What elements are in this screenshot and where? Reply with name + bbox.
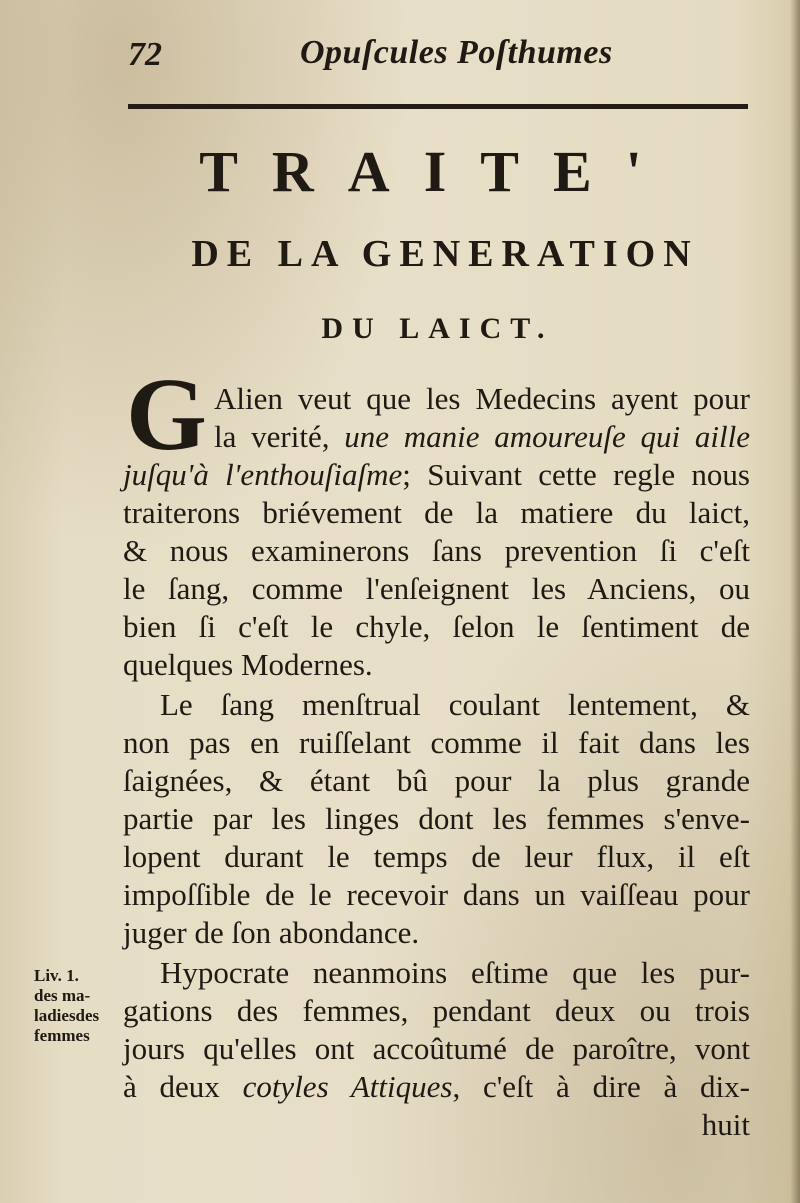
margin-note-line: ladiesdes (34, 1006, 100, 1025)
text-line: impoſſible de le recevoir dans un vaiſſeau pour (123, 877, 750, 912)
page-number: 72 (128, 36, 162, 73)
margin-note-line: des ma- (34, 986, 91, 1005)
catchword: huit (701, 1107, 750, 1142)
chapter-subtitle: DE LA GENERATION (191, 233, 699, 275)
page-edge-shadow (790, 0, 800, 1203)
drop-cap: G (126, 357, 207, 472)
text-line: partie par les linges dont les femmes s'enve- (123, 801, 750, 836)
text-line: à deux cotyles Attiques, c'eſt à dire à dix- (123, 1069, 750, 1104)
text-line: Hypocrate neanmoins eſtime que les pur- (160, 955, 750, 990)
text-line: juger de ſon abondance. (123, 915, 420, 950)
text-line: la verité, une manie amoureuſe qui aille (214, 419, 750, 454)
header-rule (128, 104, 748, 109)
text-line: traiterons briévement de la matiere du laict, (123, 495, 750, 530)
running-header (0, 28, 800, 78)
text-line: jours qu'elles ont accoûtumé de paroître, vont (123, 1031, 750, 1066)
text-line: quelques Modernes. (123, 647, 373, 682)
chapter-title: TRAITE' (199, 139, 676, 204)
text-line: Le ſang menſtrual coulant lentement, & (160, 687, 750, 722)
text-line: non pas en ruiſſelant comme il fait dans les (123, 725, 750, 760)
text-line: gations des femmes, pendant deux ou trois (123, 993, 750, 1028)
margin-note-line: Liv. 1. (34, 966, 79, 985)
text-line: ſaignées, & étant bû pour la plus grande (123, 763, 750, 798)
text-line: bien ſi c'eſt le chyle, ſelon le ſentiment de (123, 609, 750, 644)
text-line: Alien veut que les Medecins ayent pour (214, 381, 750, 416)
margin-note (34, 966, 116, 1046)
margin-note-line: femmes (34, 1026, 90, 1045)
text-line: & nous examinerons ſans prevention ſi c'eſt (123, 533, 750, 568)
chapter-subtitle-2: DU LAICT. (321, 312, 554, 345)
text-line: le ſang, comme l'enſeignent les Anciens, ou (123, 571, 750, 606)
running-title: Opuſcules Poſthumes (300, 34, 613, 71)
text-line: lopent durant le temps de leur flux, il eſt (123, 839, 750, 874)
text-line: juſqu'à l'enthouſiaſme; Suivant cette regle nous (123, 457, 750, 492)
